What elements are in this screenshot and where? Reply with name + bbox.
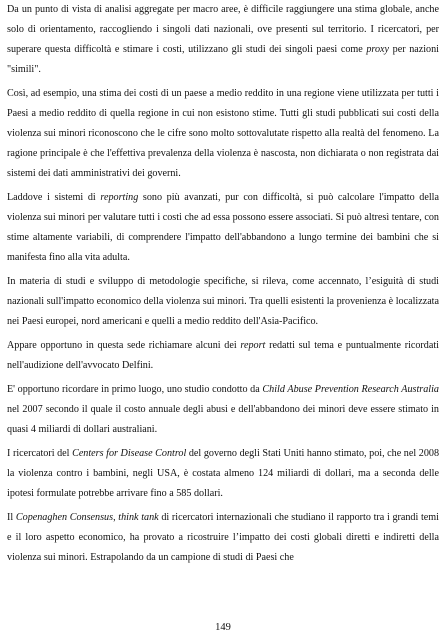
text-run: del governo degli Stati Uniti hanno stimato, poi, che nel 2008 la violenza contro i bambini, negli USA, è costata almeno 124 miliardi di dollari, ma a seconda delle ipotesi formulate potrebbe arrivare fino a 585 dollari. xyxy=(7,448,440,499)
text-run: Da un punto di vista di analisi aggregate per macro aree, è difficile raggiungere una stima globale, anche solo di orientamento, raccogliendo i singoli dati nazionali, ove presenti sul territorio. I ricercatori, per superare questa difficoltà e stimare i costi, utilizzano gli studi dei singoli paesi come xyxy=(7,4,439,55)
text-run: di ricercatori internazionali che studiano il rapporto tra i grandi temi e il loro aspetto economico, ha provato a ricostruire l’impatto dei costi globali diretti e indiretti della violenza sui minori. Estrapolando da un campione di studi di Paesi che xyxy=(7,512,439,563)
paragraph xyxy=(7,272,439,332)
text-run: sono più avanzati, pur con difficoltà, si può calcolare l'impatto della violenza sui minori per valutare tutti i costi che ad essa possono essere associati. Si può altresì tentare, con stime altamente variabili, di comprendere l'impatto dell'abbandono a lungo termine dei bambini che si manifesta fino alla vita adulta. xyxy=(7,192,439,263)
italic-text: Centers for Disease Control xyxy=(72,448,187,459)
italic-text: Child Abuse Prevention Research Australia xyxy=(262,384,439,395)
italic-text: think tank xyxy=(118,512,159,523)
italic-text: Copenaghen Consensus xyxy=(15,512,114,523)
text-run: nel 2007 secondo il quale il costo annuale degli abusi e dell'abbandono dei minori deve essere stimato in quasi 4 miliardi di dollari australiani. xyxy=(7,404,439,435)
italic-text: reporting xyxy=(100,192,139,203)
document-page xyxy=(7,0,439,641)
paragraph xyxy=(7,336,439,376)
page-number: 149 xyxy=(215,622,231,633)
paragraph xyxy=(7,84,439,184)
text-run: Laddove i sistemi di xyxy=(7,192,101,203)
text-run: redatti sul tema e puntualmente ricordati nell'audizione dell'avvocato Delfini. xyxy=(7,340,439,371)
paragraph xyxy=(7,508,439,568)
text-run: , xyxy=(113,512,119,523)
text-run: E' opportuno ricordare in primo luogo, uno studio condotto da xyxy=(7,384,263,395)
italic-text: proxy xyxy=(366,44,390,55)
text-run: In materia di studi e sviluppo di metodologie specifiche, si rileva, come accennato, l’esiguità di studi nazionali sull'impatto economico della violenza sui minori. Tra quelli esistenti la provenienza è localizzata nei Paesi europei, nord americani e quelli a medio reddito dell'Asia-Pacifico. xyxy=(7,276,439,327)
paragraph xyxy=(7,380,439,440)
italic-text: report xyxy=(240,340,266,351)
text-run: I ricercatori del xyxy=(7,448,73,459)
text-run: per nazioni "simili". xyxy=(7,44,439,75)
paragraph xyxy=(7,0,439,80)
text-run: Il xyxy=(7,512,16,523)
body-text xyxy=(7,0,439,568)
paragraph xyxy=(7,188,439,268)
text-run: Così, ad esempio, una stima dei costi di un paese a medio reddito in una regione viene utilizzata per tutti i Paesi a medio reddito di quella regione in cui non esistono stime. Tutti gli studi pubblicati sui costi della violenza sui minori riconoscono che le cifre sono molto sottovalutate rispetto alla realtà del fenomeno. La ragione principale è che l'effettiva prevalenza della violenza è nascosta, non dichiarata o non registrata dai sistemi dei dati amministrativi dei governi. xyxy=(7,88,439,179)
paragraph xyxy=(7,444,439,504)
text-run: Appare opportuno in questa sede richiamare alcuni dei xyxy=(7,340,241,351)
